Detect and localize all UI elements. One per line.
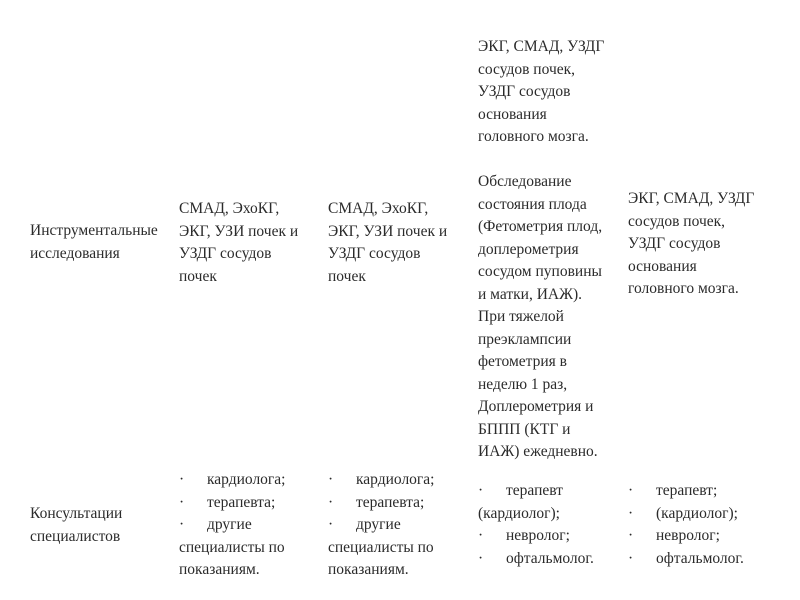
- cell-line: ЭКГ, СМАД, УЗДГ: [628, 190, 755, 207]
- bullet-text: кардиолога;: [207, 471, 286, 488]
- bullet-item: [628, 480, 744, 503]
- instrumental-col-4: [628, 188, 754, 301]
- label-line: Консультации: [30, 505, 123, 522]
- paragraph-gap: [478, 149, 604, 172]
- cell-line: ЭКГ, УЗИ почек и: [328, 222, 448, 240]
- bullet-item: [628, 503, 744, 526]
- label-line: исследования: [30, 244, 120, 262]
- bullet-item: [628, 548, 744, 571]
- cell-line: сосудов почек,: [478, 60, 576, 78]
- bullet-item: [628, 525, 744, 548]
- bullet-text: другие: [207, 516, 252, 533]
- cell-line: Обследование: [478, 173, 572, 190]
- bullet-item: [328, 492, 434, 515]
- instrumental-col-2: [328, 198, 447, 288]
- bullet-text: терапевта;: [356, 493, 425, 511]
- bullet-text: офтальмолог.: [506, 549, 594, 567]
- bullet-icon: ·: [628, 549, 634, 567]
- bullet-item: [478, 548, 594, 571]
- consult-col-4: [628, 480, 744, 570]
- cell-line: доплерометрия: [478, 240, 579, 258]
- consult-col-1: [179, 469, 285, 582]
- bullet-icon: ·: [328, 516, 334, 533]
- cell-line: головного мозга.: [478, 128, 589, 145]
- consult-col-2: [328, 469, 434, 582]
- bullet-item: [478, 525, 594, 548]
- cell-line: состояния плода: [478, 195, 587, 213]
- cell-line: сосудом пуповины: [478, 263, 602, 280]
- bullet-item: [328, 469, 434, 492]
- cell-line: СМАД, ЭхоКГ,: [179, 200, 280, 217]
- instrumental-col-1: [179, 198, 298, 288]
- bullet-icon: ·: [478, 527, 484, 544]
- cell-line: преэклампсии: [478, 330, 572, 348]
- label-line: Инструментальные: [30, 222, 158, 239]
- bullet-item: [179, 469, 285, 492]
- instrumental-col-3: [478, 36, 604, 464]
- bullet-text: другие: [356, 516, 401, 533]
- cell-line: БППП (КТГ и: [478, 420, 571, 438]
- row-label-consult: [30, 503, 122, 548]
- cell-line: ИАЖ) ежедневно.: [478, 443, 598, 460]
- bullet-text: офтальмолог.: [656, 549, 744, 567]
- bullet-text: терапевт: [506, 482, 563, 499]
- cell-line: СМАД, ЭхоКГ,: [328, 200, 429, 217]
- cell-line: УЗДГ сосудов: [328, 245, 421, 262]
- cell-line: показаниям.: [179, 561, 260, 578]
- cell-line: почек: [328, 267, 366, 285]
- bullet-text: кардиолога;: [356, 471, 435, 488]
- cell-line: Доплерометрия и: [478, 398, 594, 415]
- bullet-icon: ·: [179, 493, 185, 511]
- bullet-icon: ·: [628, 527, 634, 544]
- bullet-text: невролог;: [656, 527, 720, 544]
- bullet-item: [328, 514, 434, 537]
- bullet-text: (кардиолог);: [656, 504, 738, 522]
- bullet-text: невролог;: [506, 527, 570, 544]
- cell-line: неделю 1 раз,: [478, 375, 568, 393]
- cell-line: УЗДГ сосудов: [179, 245, 272, 262]
- cell-line: ЭКГ, СМАД, УЗДГ: [478, 38, 605, 55]
- bullet-text: терапевт;: [656, 482, 718, 499]
- bullet-item: [179, 492, 285, 515]
- label-line: специалистов: [30, 527, 121, 545]
- row-label-instrumental: [30, 220, 158, 265]
- cell-line: специалисты по: [179, 538, 285, 556]
- cell-line: основания: [478, 105, 547, 123]
- bullet-text: терапевта;: [207, 493, 276, 511]
- cell-line: головного мозга.: [628, 280, 739, 297]
- bullet-item: [478, 480, 594, 503]
- bullet-icon: ·: [328, 493, 334, 511]
- cell-line: показаниям.: [328, 561, 409, 578]
- cell-line: УЗДГ сосудов: [628, 235, 721, 252]
- bullet-icon: ·: [478, 549, 484, 567]
- bullet-icon: ·: [179, 471, 185, 488]
- cell-line: (кардиолог);: [478, 504, 560, 522]
- cell-line: (Фетометрия плод,: [478, 218, 603, 235]
- consult-col-3: [478, 480, 594, 570]
- cell-line: ЭКГ, УЗИ почек и: [179, 222, 299, 240]
- bullet-icon: ·: [179, 516, 185, 533]
- cell-line: фетометрия в: [478, 353, 567, 370]
- cell-line: и матки, ИАЖ).: [478, 285, 583, 303]
- bullet-icon: ·: [628, 504, 634, 522]
- cell-line: основания: [628, 257, 697, 275]
- bullet-icon: ·: [478, 482, 484, 499]
- cell-line: При тяжелой: [478, 308, 564, 325]
- cell-line: УЗДГ сосудов: [478, 83, 571, 100]
- cell-line: сосудов почек,: [628, 212, 726, 230]
- bullet-item: [179, 514, 285, 537]
- bullet-icon: ·: [328, 471, 334, 488]
- cell-line: специалисты по: [328, 538, 434, 556]
- cell-line: почек: [179, 267, 217, 285]
- bullet-icon: ·: [628, 482, 634, 499]
